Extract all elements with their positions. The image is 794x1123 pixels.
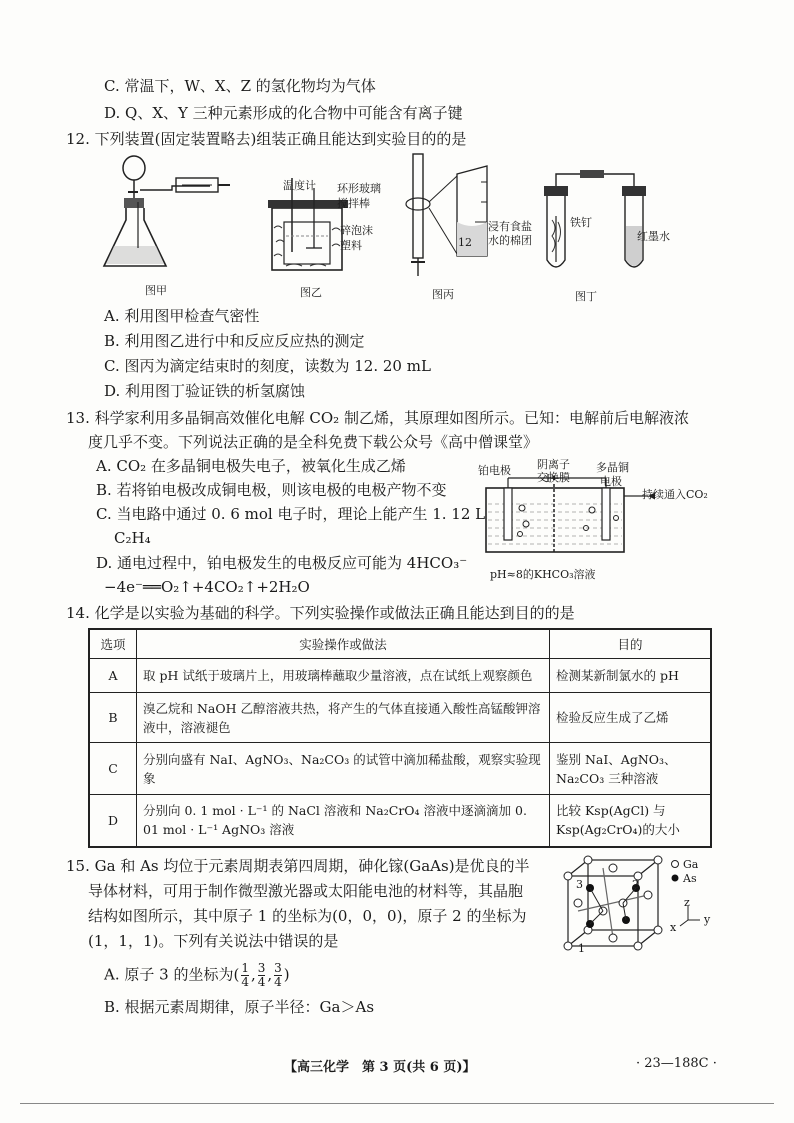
label-cotton-2: 水的棉团 — [488, 234, 532, 247]
label-cotton-1: 浸有食盐 — [488, 220, 532, 233]
axis-z: z — [684, 896, 690, 909]
label-co2-inlet: 持续通入CO₂ — [642, 488, 708, 501]
label-solution: pH≈8的KHCO₃溶液 — [490, 568, 596, 581]
cell-option: A — [89, 659, 137, 693]
atom-label-3: 3 — [576, 878, 583, 891]
q15-stem-1: 15. Ga 和 As 均位于元素周期表第四周期，砷化镓(GaAs)是优良的半 — [66, 857, 530, 875]
cell-option: D — [89, 795, 137, 847]
fraction-1 — [241, 962, 249, 989]
q13-stem-1: 13. 科学家利用多晶铜高效催化电解 CO₂ 制乙烯，其原理如图所示。已知：电解前后电解液浓 — [66, 409, 689, 427]
table-row — [89, 743, 711, 795]
table-row — [89, 795, 711, 847]
q12-option-c: C. 图丙为滴定结束时的刻度，读数为 12. 20 mL — [104, 357, 431, 375]
label-membrane-2: 交换膜 — [537, 471, 570, 484]
label-jia: 图甲 — [145, 284, 167, 297]
option-a-prefix: A. 原子 3 的坐标为( — [104, 965, 240, 984]
bottom-rule — [20, 1103, 774, 1104]
cell-goal: 比较 Ksp(AgCl) 与 Ksp(Ag₂CrO₄)的大小 — [550, 795, 712, 847]
numerator: 1 — [241, 961, 249, 975]
cell-goal: 鉴别 NaI、AgNO₃、Na₂CO₃ 三种溶液 — [550, 743, 712, 795]
q14-stem: 14. 化学是以实验为基础的科学。下列实验操作或做法正确且能达到目的的是 — [66, 604, 575, 622]
denominator: 4 — [257, 975, 266, 989]
option-a-suffix: ) — [283, 965, 290, 984]
q11-option-c: C. 常温下，W、X、Z 的氢化物均为气体 — [104, 77, 376, 95]
cell-operation: 分别向盛有 NaI、AgNO₃、Na₂CO₃ 的试管中滴加稀盐酸，观察实验现象 — [137, 743, 550, 795]
figure-jia — [100, 150, 240, 280]
cell-operation: 取 pH 试纸于玻璃片上，用玻璃棒蘸取少量溶液，点在试纸上观察颜色 — [137, 659, 550, 693]
q13-option-b: B. 若将铂电极改成铜电极，则该电极的电极产物不变 — [96, 481, 447, 499]
q13-option-c-2: C₂H₄ — [114, 529, 151, 547]
header-operation: 实验操作或做法 — [137, 629, 550, 659]
q12-option-a: A. 利用图甲检查气密性 — [104, 307, 260, 325]
footer-code: · 23—188C · — [636, 1056, 717, 1071]
q13-stem-2: 度几乎不变。下列说法正确的是全科免费下载公众号《高中僧课堂》 — [88, 433, 539, 451]
q13-option-c-1: C. 当电路中通过 0. 6 mol 电子时，理论上能产生 1. 12 L — [96, 505, 486, 523]
footer-page-info: 【高三化学 第 3 页(共 6 页)】 — [284, 1060, 476, 1075]
label-red-ink: 红墨水 — [637, 230, 670, 243]
label-membrane-1: 阴离子 — [537, 458, 570, 471]
q13-option-d-1: D. 通电过程中，铂电极发生的电极反应可能为 4HCO₃⁻ — [96, 554, 468, 572]
cell-option: C — [89, 743, 137, 795]
table-row — [89, 659, 711, 693]
atom-label-1: 1 — [578, 942, 585, 955]
denominator: 4 — [241, 975, 249, 989]
axis-x: x — [670, 921, 677, 934]
label-stirrer-1: 环形玻璃 — [337, 182, 381, 195]
table-row — [89, 693, 711, 743]
denominator: 4 — [274, 975, 282, 989]
cell-goal: 检测某新制氯水的 pH — [550, 659, 712, 693]
header-goal: 目的 — [550, 629, 712, 659]
q15-option-b: B. 根据元素周期律，原子半径：Ga＞As — [104, 998, 375, 1016]
cell-operation: 溴乙烷和 NaOH 乙醇溶液共热，将产生的气体直接通入酸性高锰酸钾溶液中，溶液褪色 — [137, 693, 550, 743]
label-pt-electrode: 铂电极 — [478, 464, 511, 477]
label-cu-2: 电极 — [600, 475, 622, 488]
label-ding: 图丁 — [575, 290, 597, 303]
table-header-row — [89, 629, 711, 659]
axis-y: y — [704, 913, 711, 926]
label-stirrer-2: 搅拌棒 — [337, 197, 370, 210]
legend-ga: Ga — [683, 858, 699, 871]
label-bing: 图丙 — [432, 288, 454, 301]
fraction-3 — [274, 962, 282, 989]
label-nail: 铁钉 — [570, 216, 592, 229]
q15-stem-4: (1，1，1)。下列有关说法中错误的是 — [88, 932, 339, 950]
figure-bing — [395, 152, 495, 282]
fraction-2 — [258, 962, 266, 989]
label-thermometer: 温度计 — [283, 179, 316, 192]
q15-stem-2: 导体材料，可用于制作微型激光器或太阳能电池的材料等，其晶胞 — [88, 882, 524, 900]
label-yi: 图乙 — [300, 286, 322, 299]
cell-operation: 分别向 0. 1 mol · L⁻¹ 的 NaCl 溶液和 Na₂CrO₄ 溶液中逐滴滴加 0. 01 mol · L⁻¹ AgNO₃ 溶液 — [137, 795, 550, 847]
numerator: 3 — [274, 961, 282, 975]
legend-as: As — [683, 872, 697, 885]
cell-option: B — [89, 693, 137, 743]
label-foam-2: 塑料 — [340, 239, 362, 252]
q13-option-a: A. CO₂ 在多晶铜电极失电子，被氧化生成乙烯 — [96, 457, 406, 475]
numerator: 3 — [257, 961, 266, 975]
label-cu-1: 多晶铜 — [596, 461, 629, 474]
q12-option-d: D. 利用图丁验证铁的析氢腐蚀 — [104, 382, 306, 400]
q12-stem: 12. 下列装置(固定装置略去)组装正确且能达到实验目的的是 — [66, 130, 467, 148]
q15-stem-3: 结构如图所示，其中原子 1 的坐标为(0，0，0)，原子 2 的坐标为 — [88, 907, 527, 925]
q11-option-d: D. Q、X、Y 三种元素形成的化合物中可能含有离子键 — [104, 104, 463, 122]
header-option: 选项 — [89, 629, 137, 659]
label-scale-12: 12 — [458, 236, 472, 249]
atom-label-2: 2 — [632, 878, 639, 891]
label-foam-1: 碎泡沫 — [340, 224, 373, 237]
q13-option-d-2: −4e⁻══O₂↑+4CO₂↑+2H₂O — [104, 578, 310, 596]
q12-option-b: B. 利用图乙进行中和反应反应热的测定 — [104, 332, 365, 350]
cell-goal: 检验反应生成了乙烯 — [550, 693, 712, 743]
q15-option-a: A. 原子 3 的坐标为( $\frac{1}{4}$ , $\frac{3}{4}$ , $\frac{3}{4}$ ) — [104, 961, 290, 989]
q14-table — [88, 628, 712, 848]
